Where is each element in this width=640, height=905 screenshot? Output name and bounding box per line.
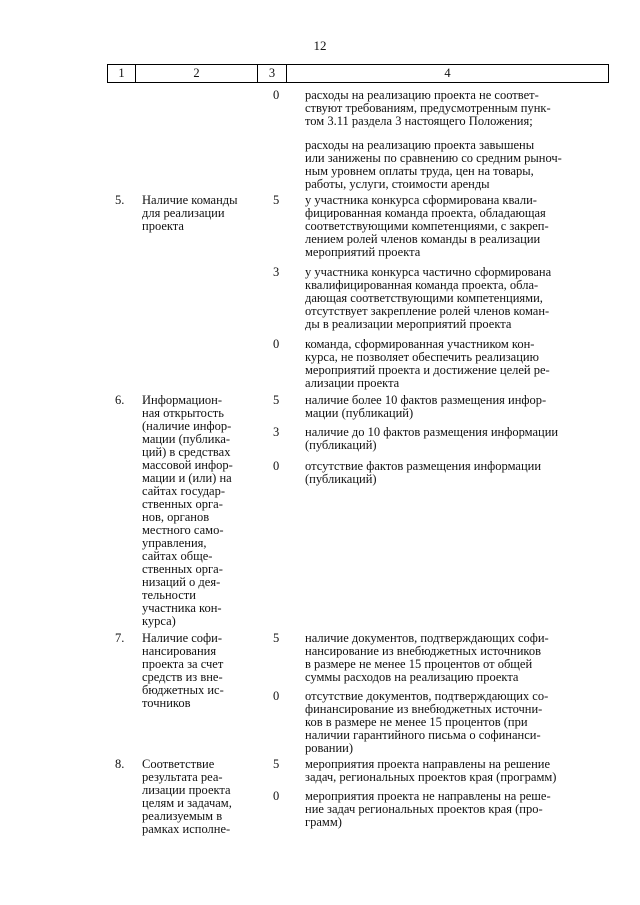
page-number: 12 [313, 38, 327, 53]
criterion-line: рамках исполне- [142, 822, 231, 836]
option-line: том 3.11 раздела 3 настоящего Положения; [305, 114, 533, 128]
option-line: финансирование из внебюджетных источни- [305, 702, 543, 716]
criterion-line: Наличие команды [142, 193, 238, 207]
criterion-line: местного само- [142, 523, 224, 537]
option-line: (публикаций) [305, 472, 377, 486]
option-line: у участника конкурса сформирована квали- [305, 193, 537, 207]
row-number: 7. [115, 631, 125, 645]
option-line: расходы на реализацию проекта завышены [305, 138, 535, 152]
criterion-line: управления, [142, 536, 207, 550]
criterion-line: ственных орга- [142, 497, 223, 511]
option-line: (публикаций) [305, 438, 377, 452]
option-line: ды в реализации мероприятий проекта [305, 317, 512, 331]
option-line: мероприятий проекта [305, 245, 421, 259]
criterion-line: проекта [142, 219, 184, 233]
score: 5 [273, 393, 280, 407]
criterion-line: лизации проекта [142, 783, 231, 797]
option-line: мации (публикаций) [305, 406, 414, 420]
option-line: ствуют требованиям, предусмотренным пунк- [305, 101, 551, 115]
header-col-2: 2 [136, 65, 258, 82]
option-line: ным уровнем оплаты труда, цен на товары, [305, 164, 534, 178]
score: 5 [273, 757, 280, 771]
criterion-line: участника кон- [142, 601, 222, 615]
criterion-line: сайтах государ- [142, 484, 226, 498]
option-line: суммы расходов на реализацию проекта [305, 670, 519, 684]
criterion-line: бюджетных ис- [142, 683, 224, 697]
criterion-line: Информацион- [142, 393, 222, 407]
score: 0 [273, 88, 280, 102]
criterion-line: целям и задачам, [142, 796, 232, 810]
score: 5 [273, 193, 280, 207]
criterion-line: мации и (или) на [142, 471, 232, 485]
criterion-line: ций) в средствах [142, 445, 231, 459]
score: 0 [273, 337, 280, 351]
option-line: наличие более 10 фактов размещения инфор- [305, 393, 547, 407]
option-line: мероприятия проекта не направлены на реше- [305, 789, 551, 803]
criterion-line: мации (публика- [142, 432, 231, 446]
option-line: ализации проекта [305, 376, 400, 390]
row-number: 6. [115, 393, 125, 407]
criterion-line: нов, органов [142, 510, 210, 524]
criterion-line: массовой инфор- [142, 458, 233, 472]
header-col-3: 3 [258, 65, 287, 82]
header-col-1: 1 [108, 65, 136, 82]
option-line: или занижены по сравнению со средним рыноч- [305, 151, 562, 165]
option-line: дающая соответствующими компетенциями, [305, 291, 543, 305]
row-number: 8. [115, 757, 125, 771]
criterion-line: сайтах обще- [142, 549, 213, 563]
criterion-line: низаций о дея- [142, 575, 221, 589]
option-line: отсутствие фактов размещения информации [305, 459, 542, 473]
criterion-line: для реализации [142, 206, 225, 220]
criterion-line: реализуемым в [142, 809, 223, 823]
option-line: наличии гарантийного письма о софинанси- [305, 728, 541, 742]
option-line: ков в размере не менее 15 процентов (при [305, 715, 528, 729]
option-line: у участника конкурса частично сформирована [305, 265, 552, 279]
score: 3 [273, 265, 280, 279]
score: 0 [273, 789, 280, 803]
option-line: мероприятий проекта и достижение целей ре- [305, 363, 550, 377]
row-number: 5. [115, 193, 125, 207]
option-line: курса, не позволяет обеспечить реализацию [305, 350, 539, 364]
criterion-line: ная открытость [142, 406, 224, 420]
option-line: расходы на реализацию проекта не соответ- [305, 88, 539, 102]
option-line: нансирование из внебюджетных источников [305, 644, 541, 658]
option-line: фицированная команда проекта, обладающая [305, 206, 546, 220]
criterion-line: Наличие софи- [142, 631, 223, 645]
score: 0 [273, 689, 280, 703]
criterion-line: средств из вне- [142, 670, 223, 684]
option-line: лением ролей членов команды в реализации [305, 232, 541, 246]
option-line: отсутствие документов, подтверждающих со- [305, 689, 549, 703]
option-line: наличие до 10 фактов размещения информации [305, 425, 559, 439]
criterion-line: курса) [142, 614, 176, 628]
criterion-line: результата реа- [142, 770, 223, 784]
criterion-line: точников [142, 696, 191, 710]
option-line: в размере не менее 15 процентов от общей [305, 657, 533, 671]
option-line: наличие документов, подтверждающих софи- [305, 631, 549, 645]
option-line: команда, сформированная участником кон- [305, 337, 535, 351]
option-line: мероприятия проекта направлены на решение [305, 757, 551, 771]
table-header [107, 64, 609, 83]
score: 0 [273, 459, 280, 473]
option-line: грамм) [305, 815, 342, 829]
option-line: соответствующими компетенциями, с закреп- [305, 219, 549, 233]
score: 5 [273, 631, 280, 645]
option-line: ние задач региональных проектов края (про- [305, 802, 543, 816]
option-line: квалифицированная команда проекта, обла- [305, 278, 539, 292]
criterion-line: нансирования [142, 644, 217, 658]
option-line: работы, услуги, стоимости аренды [305, 177, 490, 191]
header-col-4: 4 [444, 66, 451, 80]
criterion-line: Соответствие [142, 757, 215, 771]
criterion-line: тельности [142, 588, 196, 602]
option-line: отсутствует закрепление ролей членов коман- [305, 304, 550, 318]
criterion-line: проекта за счет [142, 657, 224, 671]
score: 3 [273, 425, 280, 439]
option-line: ровании) [305, 741, 354, 755]
criterion-line: ственных орга- [142, 562, 223, 576]
criterion-line: (наличие инфор- [142, 419, 232, 433]
option-line: задач, региональных проектов края (программ) [305, 770, 557, 784]
